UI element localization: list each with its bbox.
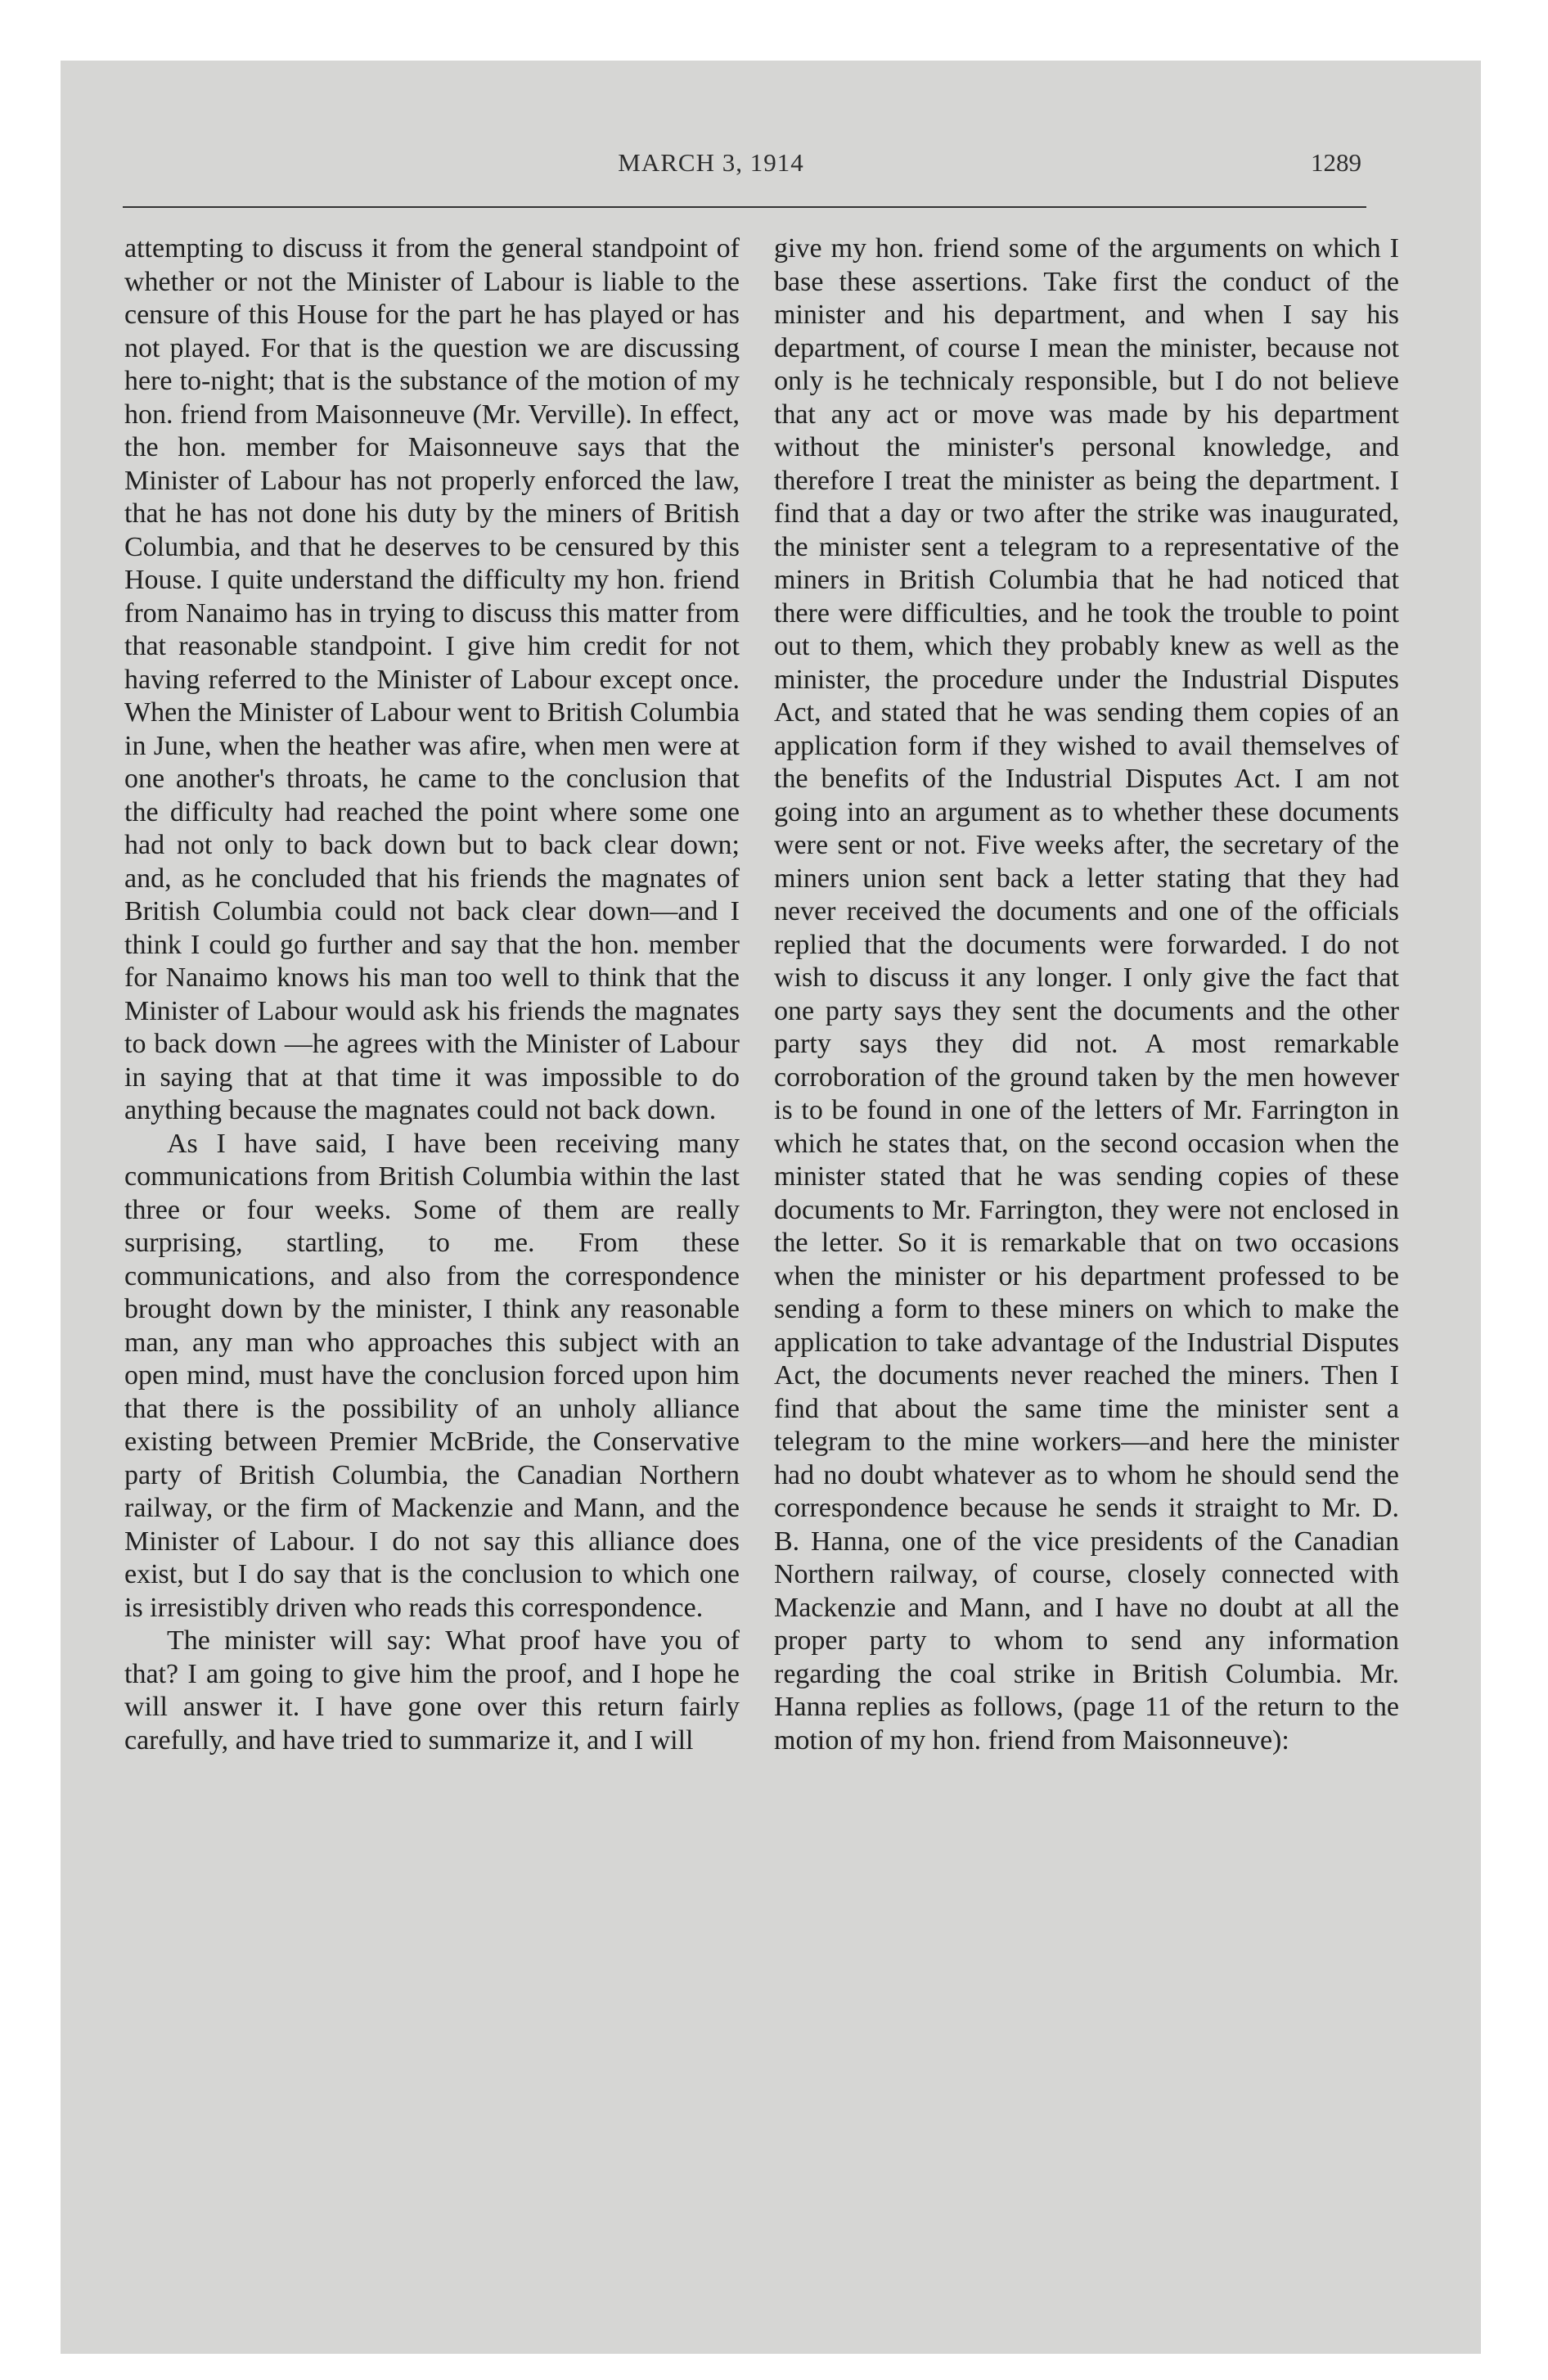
- page-header: [61, 148, 1361, 181]
- paragraph: As I have said, I have been receiving many communications from British Columbia within the last three or four weeks. Some of them are really surprising, startling, to me. From these communications, and also from the correspondence brought down by the minister, I think any reasonable man, any man who approaches this subject with an open mind, must have the conclusion forced upon him that there is the possibility of an unholy alliance existing between Premier McBride, the Conservative party of British Columbia, the Canadian Northern railway, or the firm of Mackenzie and Mann, and the Minister of Labour. I do not say this alliance does exist, but I do say that is the conclusion to which one is irresistibly driven who reads this correspondence.: [124, 1128, 740, 1623]
- page-number: 1289: [1311, 148, 1361, 177]
- paragraph: give my hon. friend some of the arguments on which I base these assertions. Take first the conduct of the minister and his department, and when I say his department, of course I mean the minister, because not only is he technicaly responsible, but I do not believe that any act or move was made by his department without the minister's personal knowledge, and therefore I treat the minister as being the department. I find that a day or two after the strike was inaugurated, the minister sent a telegram to a representative of the miners in British Columbia that he had noticed that there were difficulties, and he took the trouble to point out to them, which they probably knew as well as the minister, the procedure under the Industrial Disputes Act, and stated that he was sending them copies of an application form if they wished to avail themselves of the benefits of the Industrial Disputes Act. I am not going into an argument as to whether these documents were sent or not. Five weeks after, the secretary of the miners union sent back a letter stating that they had never received the documents and one of the officials replied that the documents were forwarded. I do not wish to discuss it any longer. I only give the fact that one party says they sent the documents and the other party says they did not. A most remarkable corroboration of the ground taken by the men however is to be found in one of the letters of Mr. Farrington in which he states that, on the second occasion when the minister stated that he was sending copies of these documents to Mr. Farrington, they were not enclosed in the letter. So it is remarkable that on two occasions when the minister or his department professed to be sending a form to these miners on which to make the application to take advantage of the Industrial Disputes Act, the documents never reached the miners. Then I find that about the same time the minister sent a telegram to the mine workers—and here the minister had no doubt whatever as to whom he should send the correspondence because he sends it straight to Mr. D. B. Hanna, one of the vice presidents of the Canadian Northern railway, of course, closely connected with Mackenzie and Mann, and I have no doubt at all the proper party to whom to send any information regarding the coal strike in British Columbia. Mr. Hanna replies as follows, (page 11 of the return to the motion of my hon. friend from Maisonneuve):: [774, 233, 1399, 1756]
- left-column: [124, 232, 740, 1757]
- header-rule: [123, 206, 1366, 208]
- paragraph: attempting to discuss it from the general standpoint of whether or not the Minister of Labour is liable to the censure of this House for the part he has played or has not played. For that is the question we are discussing here to-night; that is the substance of the motion of my hon. friend from Maisonneuve (Mr. Verville). In effect, the hon. member for Maisonneuve says that the Minister of Labour has not properly enforced the law, that he has not done his duty by the miners of British Columbia, and that he deserves to be censured by this House. I quite understand the difficulty my hon. friend from Nanaimo has in trying to discuss this matter from that reasonable standpoint. I give him credit for not having referred to the Minister of Labour except once. When the Minister of Labour went to British Columbia in June, when the heather was afire, when men were at one another's throats, he came to the conclusion that the difficulty had reached the point where some one had not only to back down but to back clear down; and, as he concluded that his friends the magnates of British Columbia could not back clear down—and I think I could go further and say that the hon. member for Nanaimo knows his man too well to think that the Minister of Labour would ask his friends the magnates to back down —he agrees with the Minister of Labour in saying that at that time it was impossible to do anything because the magnates could not back down.: [124, 233, 740, 1125]
- right-column: [774, 232, 1399, 1757]
- page-date: MARCH 3, 1914: [618, 148, 804, 177]
- paragraph: The minister will say: What proof have you of that? I am going to give him the proof, and I hope he will answer it. I have gone over this return fairly carefully, and have tried to summarize it, and I will: [124, 1625, 740, 1756]
